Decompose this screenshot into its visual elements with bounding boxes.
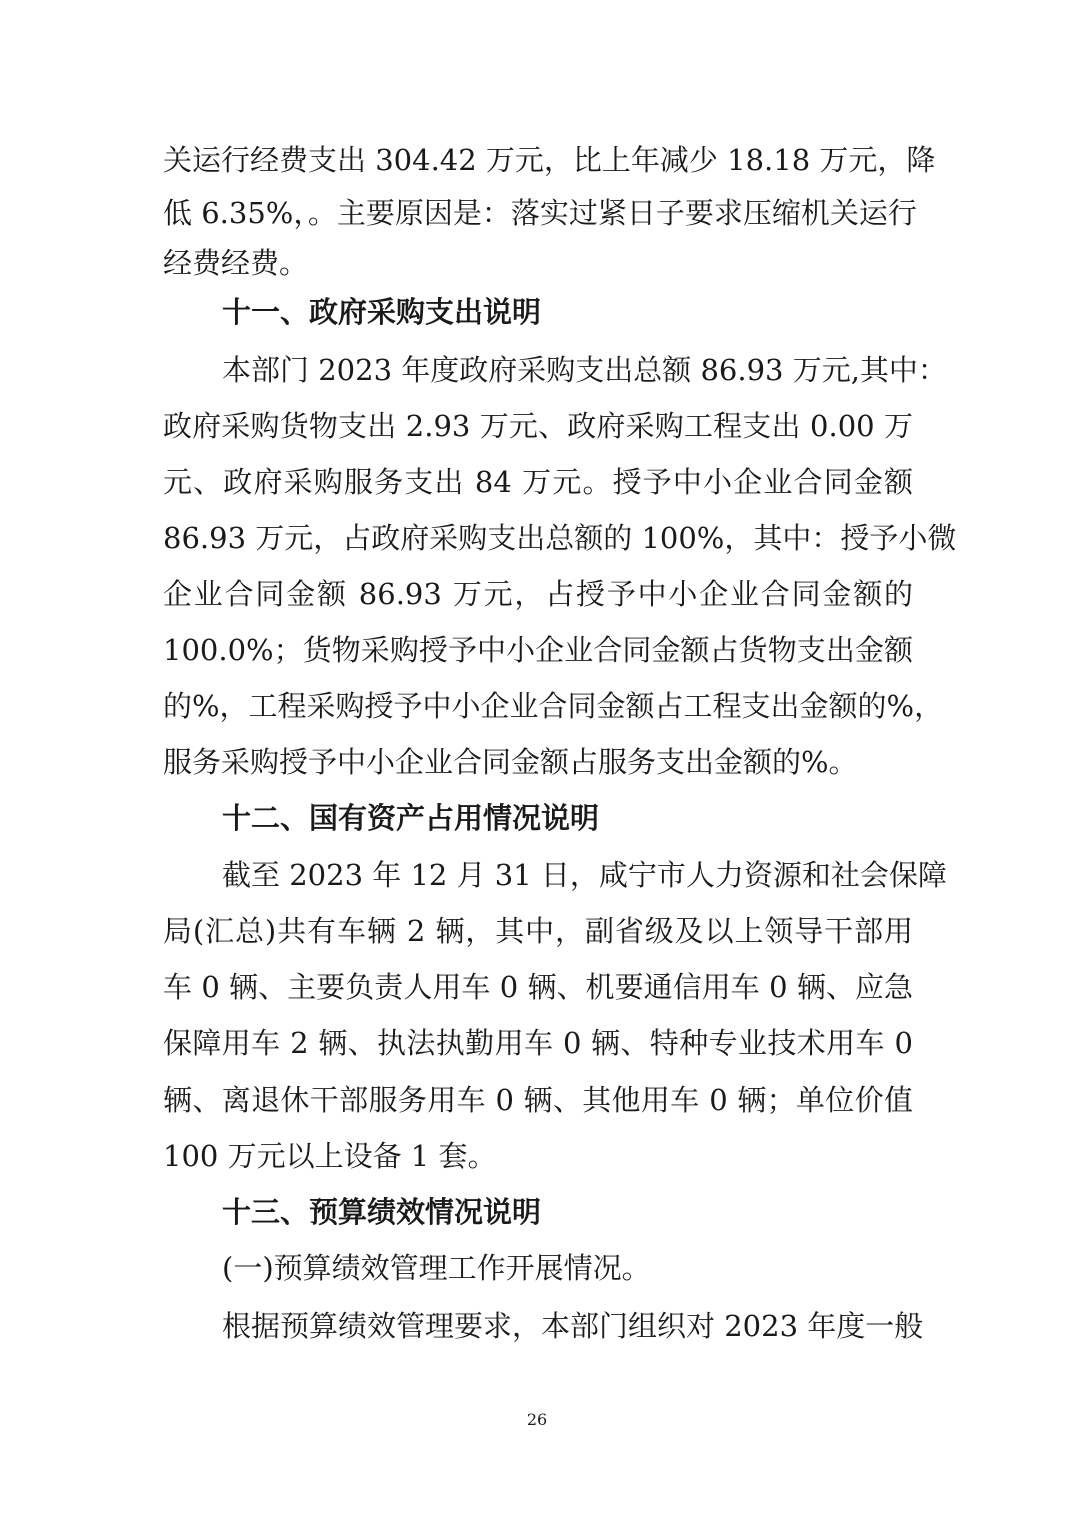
section-heading: 十三、预算绩效情况说明 xyxy=(222,1195,542,1229)
paragraph-line: 车 0 辆、主要负责人用车 0 辆、机要通信用车 0 辆、应急 xyxy=(163,970,913,1004)
section-heading: 十一、政府采购支出说明 xyxy=(222,295,542,329)
paragraph-line: 局(汇总)共有车辆 2 辆，其中，副省级及以上领导干部用 xyxy=(163,914,913,948)
subsection-heading: (一)预算绩效管理工作开展情况。 xyxy=(222,1251,651,1285)
paragraph-line: 辆、离退休干部服务用车 0 辆、其他用车 0 辆；单位价值 xyxy=(163,1083,913,1117)
paragraph-line: 根据预算绩效管理要求，本部门组织对 2023 年度一般 xyxy=(222,1309,924,1343)
paragraph-line: 经费经费。 xyxy=(163,246,309,280)
paragraph-line: 100.0%；货物采购授予中小企业合同金额占货物支出金额 xyxy=(163,633,913,667)
section-heading: 十二、国有资产占用情况说明 xyxy=(222,801,600,835)
paragraph-line: 截至 2023 年 12 月 31 日，咸宁市人力资源和社会保障 xyxy=(222,858,947,892)
paragraph-line: 企业合同金额 86.93 万元，占授予中小企业合同金额的 xyxy=(163,577,913,611)
paragraph-line: 本部门 2023 年度政府采购支出总额 86.93 万元,其中： xyxy=(222,353,947,387)
paragraph-line: 100 万元以上设备 1 套。 xyxy=(163,1139,497,1173)
page-number: 26 xyxy=(526,1410,548,1429)
paragraph-line: 元、政府采购服务支出 84 万元。授予中小企业合同金额 xyxy=(163,465,913,499)
paragraph-line: 的%，工程采购授予中小企业合同金额占工程支出金额的%， xyxy=(163,689,944,723)
paragraph-line: 86.93 万元，占政府采购支出总额的 100%，其中：授予小微 xyxy=(163,521,957,555)
paragraph-line: 保障用车 2 辆、执法执勤用车 0 辆、特种专业技术用车 0 xyxy=(163,1026,913,1060)
paragraph-line: 服务采购授予中小企业合同金额占服务支出金额的%。 xyxy=(163,745,858,779)
paragraph-line: 低 6.35%，。主要原因是：落实过紧日子要求压缩机关运行 xyxy=(163,196,917,230)
paragraph-line: 政府采购货物支出 2.93 万元、政府采购工程支出 0.00 万 xyxy=(163,409,913,443)
paragraph-line: 关运行经费支出 304.42 万元，比上年减少 18.18 万元，降 xyxy=(163,143,936,177)
